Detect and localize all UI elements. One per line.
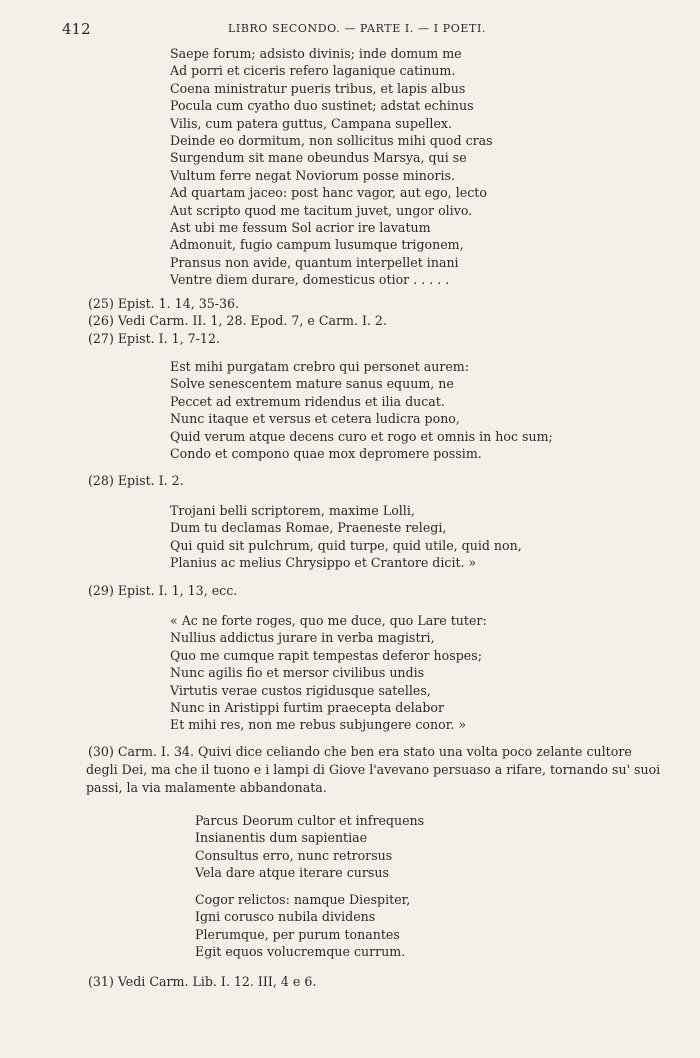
verse-line: « Ac ne forte roges, quo me duce, quo Lare tuter: — [170, 613, 487, 628]
page-number: 412 — [62, 20, 91, 38]
verse-line: Cogor relictos: namque Diespiter, — [195, 892, 411, 907]
verse-line: Ventre diem durare, domesticus otior . . . . . — [170, 272, 450, 288]
verse-line: Est mihi purgatam crebro qui personet aurem: — [170, 359, 469, 374]
verse-line: Qui quid sit pulchrum, quid turpe, quid utile, quid non, — [170, 537, 522, 553]
verse-line: Plerumque, per purum tonantes — [195, 926, 400, 942]
verse-block-30a — [195, 812, 424, 882]
verse-line: Insianentis dum sapientiae — [195, 830, 368, 846]
verse-line: Quo me cumque rapit tempestas deferor hospes; — [170, 647, 482, 663]
footnote-26: (26) Vedi Carm. II. 1, 28. Epod. 7, e Carm. I. 2. — [88, 313, 387, 329]
verse-line: Vultum ferre negat Noviorum posse minoris. — [170, 167, 455, 183]
verse-line: Quid verum atque decens curo et rogo et omnis in hoc sum; — [170, 428, 553, 444]
footnote-30-line: degli Dei, ma che il tuono e i lampi di Giove l'avevano persuaso a rifare, tornando su' suoi — [86, 762, 661, 777]
footnotes-25-27 — [88, 295, 387, 347]
verse-line: Ad quartam jaceo: post hanc vagor, aut ego, lecto — [170, 185, 487, 201]
footnote-28: (28) Epist. I. 2. — [88, 473, 184, 488]
verse-line: Peccet ad extremum ridendus et ilia ducat. — [170, 393, 445, 409]
verse-block-28 — [170, 502, 522, 572]
verse-line: Consultus erro, nunc retrorsus — [195, 847, 393, 863]
footnote-25: (25) Epist. 1. 14, 35-36. — [88, 296, 240, 311]
verse-line: Nunc agilis fio et mersor civilibus undis — [170, 665, 425, 681]
footnote-30 — [88, 743, 688, 797]
verse-block-top — [170, 45, 493, 289]
verse-line: Admonuit, fugio campum lusumque trigonem, — [170, 237, 464, 253]
verse-line: Ast ubi me fessum Sol acrior ire lavatum — [170, 220, 431, 236]
verse-line: Nunc itaque et versus et cetera ludicra pono, — [170, 411, 460, 427]
running-header: LIBRO SECONDO. — PARTE I. — I POETI. — [228, 22, 487, 35]
verse-line: Dum tu declamas Romae, Praeneste relegi, — [170, 520, 447, 536]
verse-line: Saepe forum; adsisto divinis; inde domum me — [170, 46, 462, 61]
verse-line: Pocula cum cyatho duo sustinet; adstat echinus — [170, 98, 474, 114]
verse-block-30b — [195, 891, 410, 961]
verse-line: Pransus non avide, quantum interpellet inani — [170, 254, 459, 270]
verse-block-29 — [170, 612, 487, 734]
footnote-30-line: passi, la via malamente abbandonata. — [86, 780, 327, 795]
footnote-29: (29) Epist. I. 1, 13, ecc. — [88, 583, 238, 598]
verse-line: Coena ministratur pueris tribus, et lapis albus — [170, 80, 466, 96]
verse-line: Nullius addictus jurare in verba magistri, — [170, 630, 435, 646]
verse-line: Planius ac melius Chrysippo et Crantore dicit. » — [170, 555, 477, 571]
verse-line: Aut scripto quod me tacitum juvet, ungor olivo. — [170, 202, 473, 218]
verse-line: Vilis, cum patera guttus, Campana supellex. — [170, 115, 453, 131]
footnote-30-line: (30) Carm. I. 34. Quivi dice celiando che ben era stato una volta poco zelante cultore — [88, 744, 632, 759]
verse-line: Virtutis verae custos rigidusque satelles, — [170, 682, 431, 698]
footnote-27: (27) Epist. I. 1, 7-12. — [88, 330, 220, 346]
verse-line: Parcus Deorum cultor et infrequens — [195, 813, 425, 828]
verse-line: Surgendum sit mane obeundus Marsya, qui se — [170, 150, 467, 166]
verse-line: Ad porri et ciceris refero laganique catinum. — [170, 63, 456, 79]
verse-line: Igni corusco nubila dividens — [195, 909, 376, 925]
verse-line: Vela dare atque iterare cursus — [195, 865, 389, 881]
footnote-31: (31) Vedi Carm. Lib. I. 12. III, 4 e 6. — [88, 974, 317, 989]
verse-line: Condo et compono quae mox depromere possim. — [170, 446, 482, 462]
verse-line: Nunc in Aristippi furtim praecepta delabor — [170, 700, 445, 716]
verse-line: Solve senescentem mature sanus equum, ne — [170, 376, 454, 392]
verse-line: Egit equos volucremque currum. — [195, 944, 406, 960]
verse-line: Deinde eo dormitum, non sollicitus mihi quod cras — [170, 133, 493, 149]
verse-line: Trojani belli scriptorem, maxime Lolli, — [170, 503, 415, 518]
verse-block-27 — [170, 358, 553, 462]
verse-line: Et mihi res, non me rebus subjungere conor. » — [170, 717, 467, 733]
